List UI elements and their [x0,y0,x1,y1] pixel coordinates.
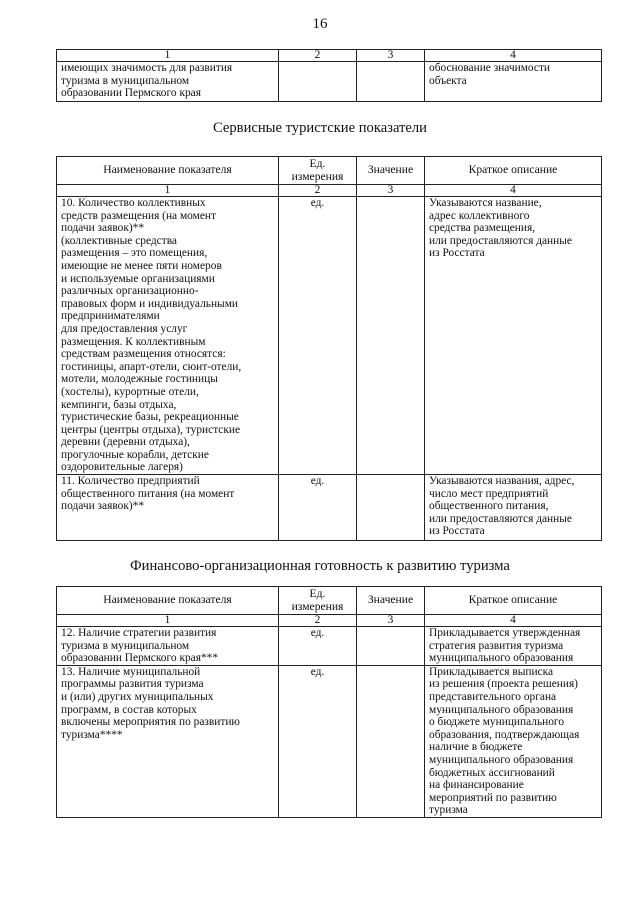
table-continuation [56,49,602,102]
header-description: Краткое описание [425,157,602,185]
header-description: Краткое описание [425,587,602,615]
header-unit: Ед. измерения [279,587,357,615]
unit-cell: ед. [279,475,357,541]
unit-cell: ед. [279,627,357,666]
value-cell [357,62,425,102]
indicator-name-cell: 13. Наличие муниципальной программы развития туризма и (или) других муниципальных программ, в состав которых включены мероприятия по развитию туризма**** [57,665,279,817]
col-number: 2 [279,50,357,62]
column-number-row [57,615,602,627]
service-indicators-table [56,156,602,541]
indicator-name-cell: 12. Наличие стратегии развития туризма в муниципальном образовании Пермского края*** [57,627,279,666]
unit-cell: ед. [279,197,357,475]
table-header-row [57,587,602,615]
page-number: 16 [312,16,328,32]
description-cell: Указываются название, адрес коллективного средства размещения, или предоставляются данные из Росстата [425,197,602,475]
table-row [57,627,602,666]
table-row [57,475,602,541]
description-cell: обоснование значимости объекта [425,62,602,102]
column-number-row [57,185,602,197]
col-number: 1 [57,185,279,197]
column-number-row [57,50,602,62]
col-number: 2 [279,615,357,627]
table-row [57,197,602,475]
table-row [57,665,602,817]
table-row [57,62,602,102]
table-header-row [57,157,602,185]
header-indicator-name: Наименование показателя [57,157,279,185]
financial-readiness-table [56,586,602,818]
unit-cell [279,62,357,102]
value-cell [357,197,425,475]
col-number: 3 [357,185,425,197]
value-cell [357,475,425,541]
value-cell [357,627,425,666]
unit-cell: ед. [279,665,357,817]
col-number: 1 [57,50,279,62]
section-title-finance: Финансово-организационная готовность к развитию туризма [130,558,510,574]
description-cell: Прикладывается утвержденная стратегия развития туризма муниципального образования [425,627,602,666]
col-number: 3 [357,50,425,62]
indicator-name-cell: имеющих значимость для развития туризма в муниципальном образовании Пермского края [57,62,279,102]
col-number: 4 [425,185,602,197]
col-number: 4 [425,50,602,62]
value-cell [357,665,425,817]
col-number: 2 [279,185,357,197]
indicator-name-cell: 10. Количество коллективных средств размещения (на момент подачи заявок)** (коллективные средства размещения – это помещения, имеющие не менее пяти номеров и используемые организациями различных организационно- правовых форм и индивидуальными предпринимателями для предоставления услуг размещения. К коллективным средствам размещения относятся: гостиницы, апарт-отели, сюит-отели, мотели, молодежные гостиницы (хостелы), курортные отели, кемпинги, базы отдыха, туристические базы, рекреационные центры (центры отдыха), туристские деревни (деревни отдыха), прогулочные корабли, детские оздоровительные лагеря) [57,197,279,475]
header-value: Значение [357,587,425,615]
header-unit: Ед. измерения [279,157,357,185]
section-title-service: Сервисные туристские показатели [213,120,427,136]
col-number: 3 [357,615,425,627]
description-cell: Указываются названия, адрес, число мест предприятий общественного питания, или предоставляются данные из Росстата [425,475,602,541]
col-number: 4 [425,615,602,627]
header-indicator-name: Наименование показателя [57,587,279,615]
indicator-name-cell: 11. Количество предприятий общественного питания (на момент подачи заявок)** [57,475,279,541]
col-number: 1 [57,615,279,627]
description-cell: Прикладывается выписка из решения (проекта решения) представительного органа муниципального образования о бюджете муниципального образования, подтверждающая наличие в бюджете муниципального образования бюджетных ассигнований на финансирование мероприятий по развитию туризма [425,665,602,817]
header-value: Значение [357,157,425,185]
